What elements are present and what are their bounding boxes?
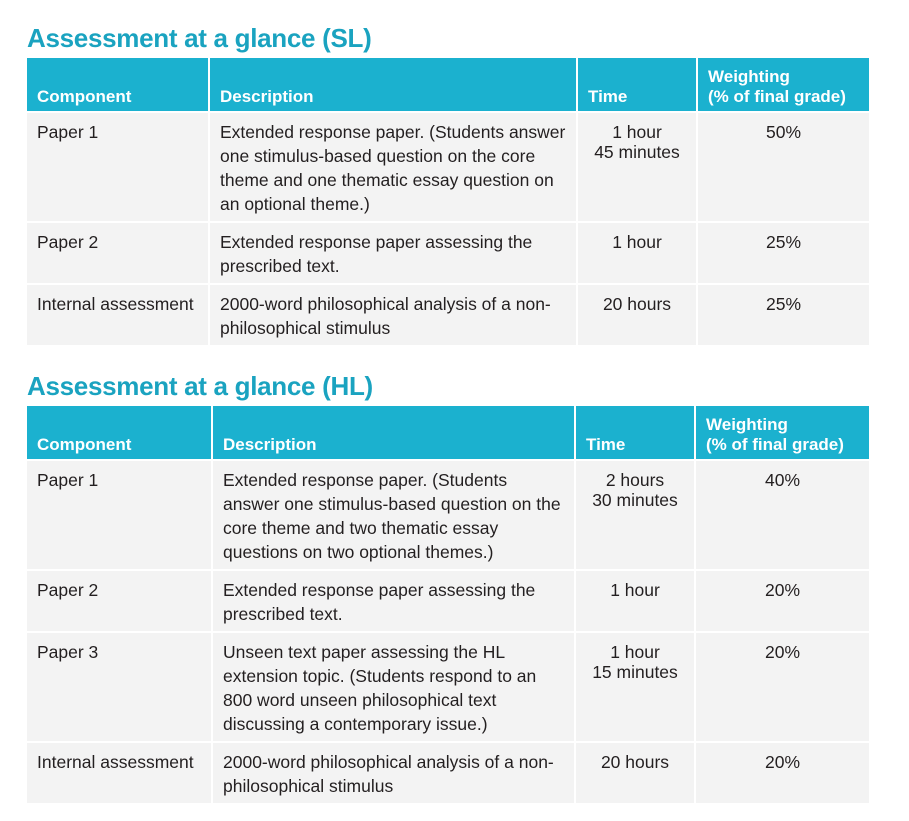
time-line-2: 30 minutes	[592, 490, 678, 510]
hl-section	[27, 368, 869, 803]
description-cell: 2000-word philosophical analysis of a non-philosophical stimulus	[209, 284, 577, 345]
component-cell: Paper 1	[27, 112, 209, 222]
table-row	[27, 284, 869, 345]
time-cell	[577, 284, 697, 345]
sl-section	[27, 20, 869, 345]
description-cell: Unseen text paper assessing the HL extension topic. (Students respond to an 800 word unseen philosophical text discussing a contemporary issue.)	[212, 632, 575, 742]
time-line-1: 1 hour	[610, 580, 660, 600]
sl-assessment-table	[27, 58, 869, 345]
component-cell: Paper 1	[27, 460, 212, 570]
weighting-cell: 20%	[695, 632, 869, 742]
component-cell: Paper 2	[27, 570, 212, 632]
sl-header-time: Time	[577, 58, 697, 112]
time-line-2: 15 minutes	[592, 662, 678, 682]
sl-header-description: Description	[209, 58, 577, 112]
time-line-1: 20 hours	[602, 294, 672, 314]
time-cell	[577, 222, 697, 284]
sl-header-weighting-line1: Weighting	[708, 67, 790, 86]
sl-header-row	[27, 58, 869, 112]
description-cell: Extended response paper assessing the prescribed text.	[212, 570, 575, 632]
weighting-cell: 25%	[697, 284, 869, 345]
sl-header-weighting	[697, 58, 869, 112]
time-cell	[575, 570, 695, 632]
time-cell	[575, 742, 695, 803]
hl-header-component: Component	[27, 406, 212, 460]
description-cell: 2000-word philosophical analysis of a non-philosophical stimulus	[212, 742, 575, 803]
hl-header-weighting-line2: (% of final grade)	[706, 435, 844, 454]
time-line-1: 1 hour	[612, 232, 662, 252]
weighting-cell: 40%	[695, 460, 869, 570]
description-cell: Extended response paper. (Students answer one stimulus-based question on the core theme and two thematic essay questions on two optional themes.)	[212, 460, 575, 570]
component-cell: Internal assessment	[27, 742, 212, 803]
sl-header-component: Component	[27, 58, 209, 112]
table-row	[27, 570, 869, 632]
table-row	[27, 222, 869, 284]
table-row	[27, 742, 869, 803]
weighting-cell: 20%	[695, 742, 869, 803]
sl-heading: Assessment at a glance (SL)	[27, 23, 372, 53]
time-cell	[577, 112, 697, 222]
hl-header-time: Time	[575, 406, 695, 460]
table-row	[27, 632, 869, 742]
time-line-1: 1 hour	[610, 642, 660, 662]
hl-header-description: Description	[212, 406, 575, 460]
weighting-cell: 50%	[697, 112, 869, 222]
time-cell	[575, 632, 695, 742]
time-line-1: 20 hours	[600, 752, 670, 772]
component-cell: Paper 3	[27, 632, 212, 742]
hl-heading: Assessment at a glance (HL)	[27, 371, 373, 401]
description-cell: Extended response paper assessing the prescribed text.	[209, 222, 577, 284]
sl-header-weighting-line2: (% of final grade)	[708, 87, 846, 106]
weighting-cell: 25%	[697, 222, 869, 284]
hl-assessment-table	[27, 406, 869, 803]
hl-header-weighting-line1: Weighting	[706, 415, 788, 434]
table-row	[27, 460, 869, 570]
time-line-1: 2 hours	[605, 470, 665, 490]
time-cell	[575, 460, 695, 570]
component-cell: Paper 2	[27, 222, 209, 284]
hl-header-row	[27, 406, 869, 460]
component-cell: Internal assessment	[27, 284, 209, 345]
description-cell: Extended response paper. (Students answer one stimulus-based question on the core theme and one thematic essay question on an optional theme.)	[209, 112, 577, 222]
time-line-2: 45 minutes	[594, 142, 680, 162]
hl-header-weighting	[695, 406, 869, 460]
weighting-cell: 20%	[695, 570, 869, 632]
table-row	[27, 112, 869, 222]
time-line-1: 1 hour	[612, 122, 662, 142]
